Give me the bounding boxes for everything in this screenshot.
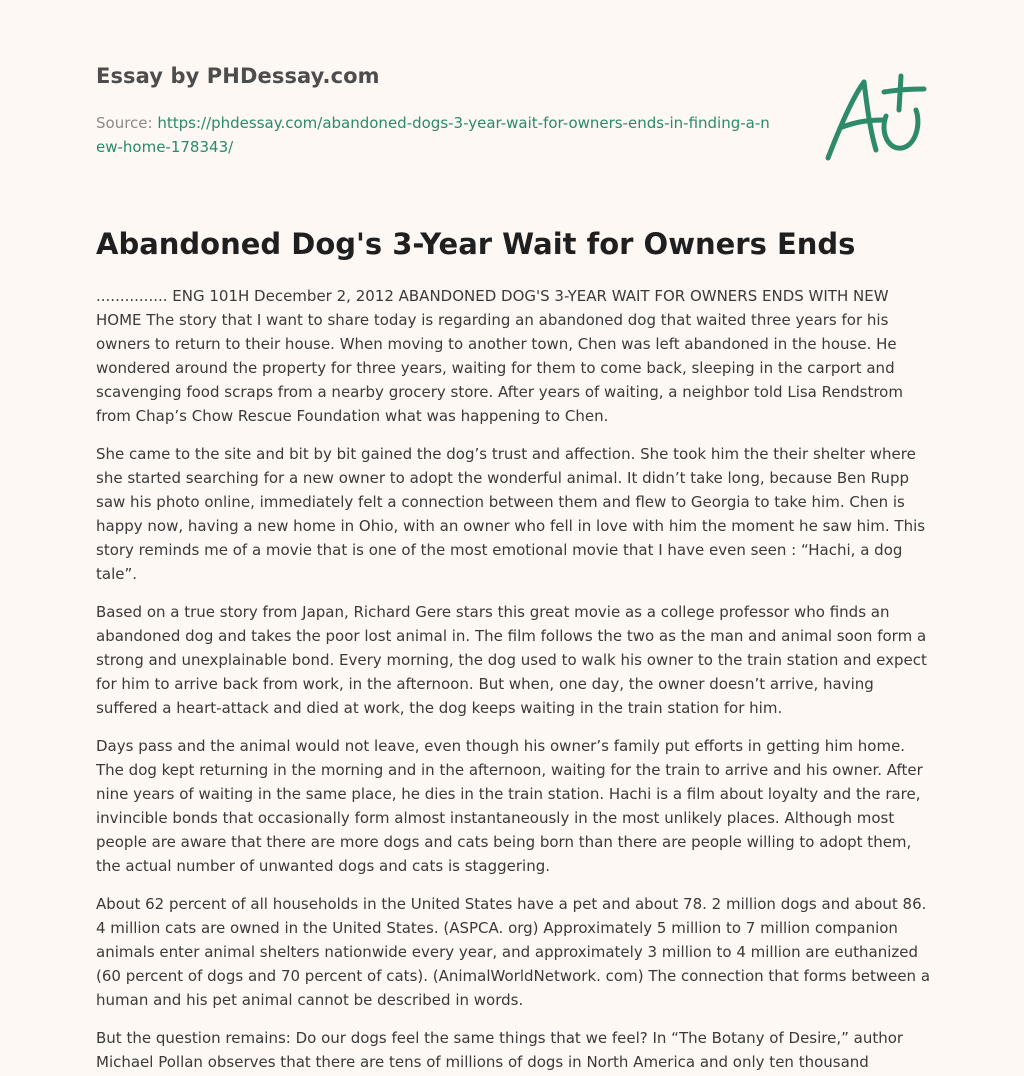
a-letter-crossbar — [840, 120, 882, 128]
plus-loop-stroke — [884, 110, 918, 148]
essay-paragraph: Based on a true story from Japan, Richard Gere stars this great movie as a college professor who finds an abandoned dog and takes the poor lost animal in. The film follows the two as the man and animal soon form a strong and unexplainable bond. Every morning, the dog used to walk his owner to the train station and expect for him to arrive back from work, in the afternoon. But when, one day, the owner doesn’t arrive, having suffered a heart-attack and died at work, the dog keeps waiting in the train station for him. — [96, 603, 927, 717]
essay-paragraph: ............... ENG 101H December 2, 2012 ABANDONED DOG'S 3-YEAR WAIT FOR OWNERS ENDS WITH NEW HOME The story that I want to share today is regarding an abandoned dog that waited three years for his owners to return to their house. When moving to another town, Chen was left abandoned in the house. He wondered around the property for three years, waiting for them to come back, sleeping in the carport and scavenging food scraps from a nearby grocery store. After years of waiting, a neighbor told Lisa Rendstrom from Chap’s Chow Rescue Foundation what was happening to Chen. — [96, 287, 903, 425]
essay-title: Abandoned Dog's 3-Year Wait for Owners Ends — [96, 227, 856, 261]
site-brand: Essay by PHDessay.com — [96, 64, 380, 88]
source-label: Source: — [96, 114, 153, 132]
essay-paragraph: About 62 percent of all households in the United States have a pet and about 78. 2 million dogs and about 86. 4 million cats are owned in the United States. (ASPCA. org) Approximately 5 million to 7 million companion animals enter animal shelters nationwide every year, and approximately 3 million to 4 million are euthanized (60 percent of dogs and 70 percent of cats). (AnimalWorldNetwork. com) The connection that forms between a human and his pet animal cannot be described in words. — [96, 895, 931, 1009]
source-line — [96, 111, 776, 159]
a-plus-grade-icon — [820, 70, 930, 165]
plus-vertical-stroke — [899, 76, 901, 110]
plus-horizontal-stroke — [884, 89, 924, 92]
essay-paragraph: But the question remains: Do our dogs feel the same things that we feel? In “The Botany of Desire,” author Michael Pollan observes that there are tens of millions of dogs in North America and only ten thousand — [96, 1029, 904, 1071]
a-letter-right-stroke — [864, 82, 876, 150]
essay-body — [96, 284, 932, 1076]
essay-paragraph: Days pass and the animal would not leave, even though his owner’s family put efforts in getting him home. The dog kept returning in the morning and in the afternoon, waiting for the train to arrive and his owner. After nine years of waiting in the same place, he dies in the train station. Hachi is a film about loyalty and the rare, invincible bonds that occasionally form almost instantaneously in the most unlikely places. Although most people are aware that there are more dogs and cats being born than there are people willing to adopt them, the actual number of unwanted dogs and cats is staggering. — [96, 737, 923, 875]
essay-paragraph: She came to the site and bit by bit gained the dog’s trust and affection. She took him the their shelter where she started searching for a new owner to adopt the wonderful animal. It didn’t take long, because Ben Rupp saw his photo online, immediately felt a connection between them and flew to Georgia to take him. Chen is happy now, having a new home in Ohio, with an owner who fell in love with him the moment he saw him. This story reminds me of a movie that is one of the most emotional movie that I have even seen : “Hachi, a dog tale”. — [96, 445, 926, 583]
source-link[interactable]: https://phdessay.com/abandoned-dogs-3-year-wait-for-owners-ends-in-finding-a-new-home-178343/ — [96, 114, 770, 156]
